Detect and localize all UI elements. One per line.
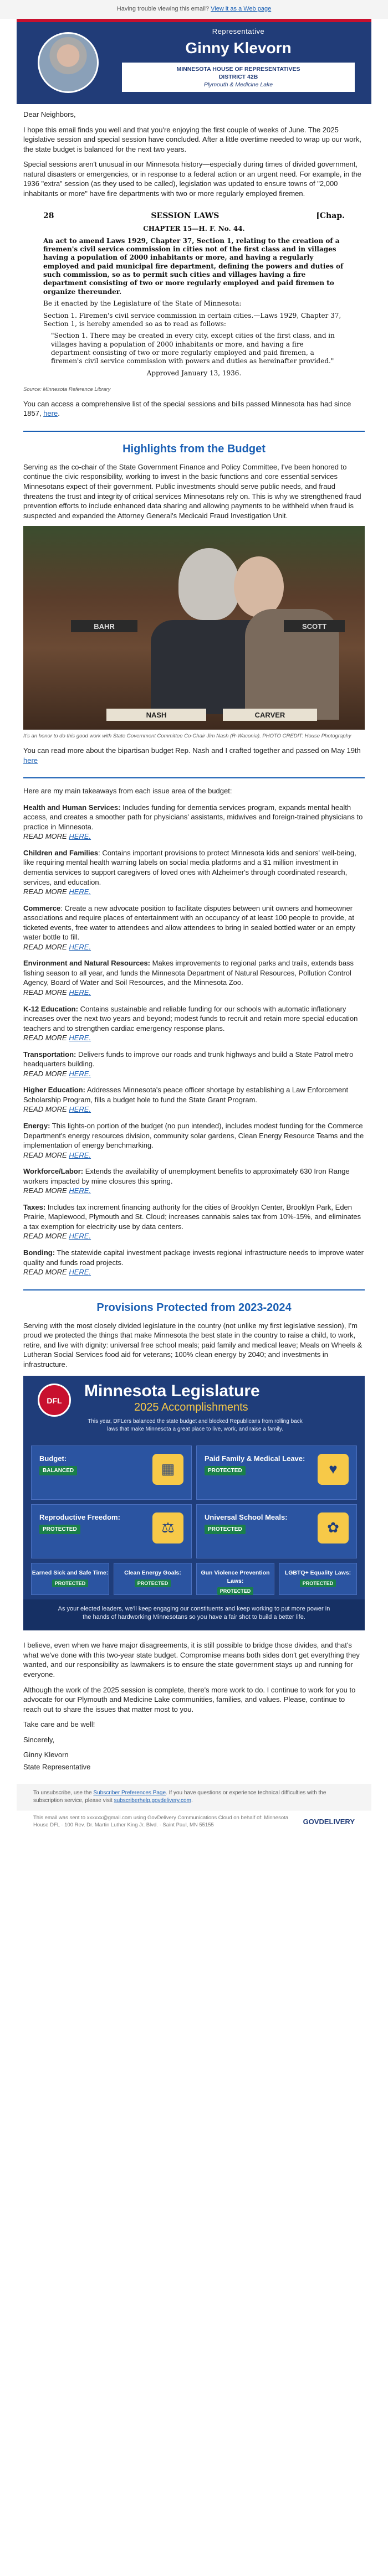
infographic-footer: As your elected leaders, we'll keep engaging our constituents and keep working to put more power in the hands of hardworking Minnesotans so you have a fair shot to build a better life. (23, 1599, 365, 1630)
section-divider (23, 431, 365, 432)
header-house: MINNESOTA HOUSE OF REPRESENTATIVES (176, 66, 300, 73)
newsletter-content (17, 110, 371, 1772)
plaque-nash: NASH (106, 709, 206, 721)
read-more-link[interactable]: HERE. (69, 1232, 91, 1241)
tile-label: Universal School Meals: PROTECTED (205, 1512, 288, 1534)
special-sessions-paragraph (23, 399, 365, 419)
topic-title: K-12 Education: (23, 1004, 78, 1013)
meal-icon: ✿ (318, 1512, 349, 1543)
topic-item (23, 904, 365, 952)
signature-title: State Representative (23, 1762, 91, 1771)
topic-title: Commerce (23, 904, 61, 912)
infographic-tile-reproductive (31, 1504, 192, 1558)
header-title: Representative (212, 27, 265, 35)
read-more-line: READ MORE HERE. (23, 1150, 91, 1159)
infographic-tile-paid-leave (196, 1446, 357, 1500)
read-more-link[interactable]: HERE. (69, 832, 91, 841)
read-more-budget-paragraph (23, 746, 365, 765)
header-namebox (122, 27, 355, 92)
read-more-line: READ MORE HERE. (23, 832, 91, 841)
law-enacted: Be it enacted by the Legislature of the State of Minnesota: (43, 300, 242, 308)
topic-title: Children and Families (23, 848, 99, 857)
read-more-link[interactable]: HERE. (69, 988, 91, 997)
infographic-small-clean-energy: Clean Energy Goals: PROTECTED (114, 1563, 192, 1595)
read-more-budget-link[interactable]: here (23, 756, 38, 765)
legal-footer (17, 1810, 371, 1834)
infographic-small-sick-time: Earned Sick and Safe Time: PROTECTED (31, 1563, 109, 1595)
photo-caption: It's an honor to do this good work with State Government Committee Co-Chair Jim Nash (R-Waconia). PHOTO CREDIT: House Photography (23, 733, 351, 740)
view-online-link[interactable]: View it as a Web page (211, 6, 272, 12)
tile-label: Paid Family & Medical Leave: PROTECTED (205, 1454, 305, 1475)
law-chap-right: [Chap. (316, 211, 345, 221)
topic-item (23, 1050, 365, 1079)
greeting: Dear Neighbors, (23, 110, 76, 118)
read-more-link[interactable]: HERE. (69, 1069, 91, 1078)
signoff: Sincerely, (23, 1735, 55, 1744)
read-more-link[interactable]: HERE. (69, 1150, 91, 1159)
infographic-subtitle: 2025 Accomplishments (134, 1401, 248, 1414)
infographic-title: Minnesota Legislature (84, 1382, 260, 1401)
topic-item (23, 1202, 365, 1241)
law-approved: Approved January 13, 1936. (146, 369, 242, 377)
topic-item (23, 803, 365, 842)
topic-item (23, 958, 365, 997)
tile-badge: PROTECTED (135, 1579, 171, 1587)
takeaways-intro: Here are my main takeaways from each issue area of the budget: (23, 787, 232, 796)
special-sessions-link[interactable]: here (43, 409, 58, 418)
read-more-line: READ MORE HERE. (23, 1069, 91, 1078)
section-divider (23, 1289, 365, 1290)
read-more-line: READ MORE HERE. (23, 887, 91, 896)
topic-title: Health and Human Services: (23, 803, 121, 812)
law-quote: "Section 1. There may be created in every city, except cities of the first class, and in villages having a population of 2000 inhabitants or more, and having a fire department consisting of two or more regularly employed and paid firemen, a firemen's civil service commission with powers and duties as hereinafter provided." (51, 332, 335, 365)
topic-item (23, 1166, 365, 1196)
signature-name: Ginny Klevorn (23, 1751, 69, 1759)
tile-label: Budget: BALANCED (39, 1454, 77, 1475)
infographic-tile-school-meals (196, 1504, 357, 1558)
header-name: Ginny Klevorn (185, 39, 292, 56)
topic-text: Includes funding for dementia services program, expands mental health access, and creates a smoother path for physicians' assistants, midwives and foreign-trained physicians to practice in Minnesota. (23, 803, 363, 831)
photo-person-right-head (234, 556, 284, 617)
topic-text: : Contains important provisions to protect Minnesota kids and seniors' well-being, like requiring mental health warning labels on social media platforms and a $1 million investment in dementia services to support caregivers of loved ones with Alzheimer's through coordinated research, services, and education. (23, 848, 356, 886)
topic-title: Higher Education: (23, 1086, 85, 1095)
tile-badge: PROTECTED (205, 1466, 246, 1476)
topic-text: Contains sustainable and reliable funding for our schools with automatic inflationary increases over the next two years and beyond; modest funds to recruit and retain more special education teachers and to strengthen cardiac emergency response plans. (23, 1004, 358, 1033)
topic-item (23, 1085, 365, 1114)
subscriber-preferences-link[interactable]: Subscriber Preferences Page (93, 1790, 166, 1797)
infographic-small-lgbtq: LGBTQ+ Equality Laws: PROTECTED (279, 1563, 357, 1595)
read-more-line: READ MORE HERE. (23, 1232, 91, 1241)
section-divider (23, 777, 365, 778)
govdelivery-logo[interactable]: GOVDELIVERY (303, 1818, 355, 1826)
topic-text: Extends the availability of unemployment benefits to approximately 630 Iron Range workers impacted by mine closures this spring. (23, 1167, 350, 1185)
header-district: DISTRICT 42B (218, 73, 258, 80)
topic-title: Environment and Natural Resources: (23, 959, 150, 968)
infographic-description: This year, DFLers balanced the state budget and blocked Republicans from rolling back laws that make Minnesota a great place to live, work, and raise a family. (88, 1418, 303, 1432)
topic-text: Includes tax increment financing authority for the cities of Brooklyn Center, Brooklyn Park, Eden Prairie, Maplewood, Plymouth and St. Cloud; increases cannabis sales tax from 10%-15%, and eliminates a tax exemption for electricity use by data centers. (23, 1202, 361, 1231)
nameplate-left: BAHR (71, 620, 137, 632)
dfl-logo: DFL (38, 1383, 71, 1417)
unsubscribe-footer: To unsubscribe, use the Subscriber Preferences Page. If you have questions or experience technical difficulties with the subscription service, please visit subscriberhelp.govdelivery.com. (17, 1784, 371, 1810)
topic-text: The statewide capital investment package invests regional infrastructure needs to improve water quality and funds road projects. (23, 1248, 364, 1267)
topic-list (23, 803, 365, 1277)
topic-text: : Create a new advocate position to facilitate disputes between unit owners and homeowner associations and require places of entertainment with an occupancy of at least 100 people to provide, at ticketed events, free water to attendees and allow attendees to bring in sealed bottled water or an empty water bottle to fill. (23, 904, 356, 942)
tile-label: Reproductive Freedom: PROTECTED (39, 1512, 120, 1534)
highlights-heading: Highlights from the Budget (122, 442, 266, 455)
committee-photo (23, 526, 365, 730)
tile-badge: PROTECTED (205, 1525, 246, 1535)
read-more-link[interactable]: HERE. (69, 887, 91, 896)
read-more-line: READ MORE HERE. (23, 942, 91, 951)
header-band (122, 63, 355, 92)
topic-title: Taxes: (23, 1202, 46, 1211)
intro-paragraph-1: I hope this email finds you well and that you're enjoying the first couple of weeks of June. The 2025 legislative session and special session have concluded. After a little overtime needed to wrap up our work, the state budget is balanced for the next two years. (23, 125, 361, 153)
infographic-grid (31, 1446, 357, 1595)
plaque-carver: CARVER (223, 709, 317, 721)
topic-text: This lights-on portion of the budget (no pun intended), includes modest funding for the Commerce Department's energy resources division, community solar gardens, Clean Energy Resource Teams and the implementation of energy benchmarking. (23, 1121, 364, 1150)
read-more-link[interactable]: HERE. (69, 1268, 91, 1277)
signature-block (23, 1735, 365, 1772)
read-more-line: READ MORE HERE. (23, 1268, 91, 1277)
law-top-line (43, 211, 345, 221)
tile-badge: PROTECTED (300, 1579, 336, 1587)
newsletter-header (17, 19, 371, 104)
subscriber-help-link[interactable]: subscriberhelp.govdelivery.com (114, 1797, 191, 1804)
family-icon: ♥ (318, 1454, 349, 1485)
special-sessions-end: . (58, 409, 60, 418)
infographic-tile-budget (31, 1446, 192, 1500)
topic-title: Bonding: (23, 1248, 55, 1257)
nameplate-right: SCOTT (284, 620, 345, 632)
view-online-text: Having trouble viewing this email? (116, 6, 211, 12)
read-more-link[interactable]: HERE. (69, 1186, 91, 1195)
law-act-title: An act to amend Laws 1929, Chapter 37, Section 1, relating to the creation of a firemen's civil service commission in cities not of the first class and in villages having a population of 2000 inhabitants or more, and having a regularly employed and paid municipal fire department, defining the powers and duties of such commission, so as to permit such cities and villages having a fire department consisting of two or more regularly employed and paid firemen to organize thereunder. (43, 236, 344, 296)
tile-badge: PROTECTED (52, 1579, 89, 1587)
law-caption: Source: Minnesota Reference Library (23, 386, 111, 393)
topic-title: Workforce/Labor: (23, 1167, 84, 1176)
read-more-link[interactable]: HERE. (69, 1034, 91, 1042)
law-chapter: CHAPTER 15—H. F. No. 44. (143, 225, 245, 233)
read-more-line: READ MORE HERE. (23, 1105, 91, 1114)
header-stripe (17, 19, 371, 22)
topic-title: Transportation: (23, 1050, 76, 1059)
topic-text: Delivers funds to improve our roads and trunk highways and build a State Patrol metro headquarters building. (23, 1050, 354, 1068)
accomplishments-infographic (23, 1376, 365, 1630)
photo-person-left-head (178, 548, 239, 620)
protected-heading: Provisions Protected from 2023-2024 (96, 1301, 292, 1314)
infographic-header (23, 1376, 365, 1442)
tile-badge: BALANCED (39, 1466, 77, 1476)
topic-title: Energy: (23, 1121, 50, 1130)
session-law-scan (23, 206, 365, 383)
highlights-paragraph: Serving as the co-chair of the State Government Finance and Policy Committee, I've been honored to continue the civic responsibility, working to invest in the basic functions and core essential services Minnesotans expect of their government. Public investments should serve public needs, and fraud threatens the trust and integrity of critical services Minnesotans rely on. This is why we strengthened fraud prevention efforts to include enhanced data sharing and allowing payments to be withheld when fraud is suspected and expanded the Attorney General's Medicaid Fraud Investigation Unit. (23, 462, 361, 520)
topic-item (23, 1004, 365, 1043)
read-more-line: READ MORE HERE. (23, 1186, 91, 1195)
intro-paragraph-2: Special sessions aren't unusual in our Minnesota history—especially during times of divided government, natural disasters or emergencies, or in response to a federal action or an urgent need. For example, in the 1936 "extra" session (as they used to be called), legislation was updated to ensure towns of "2,000 inhabitants or more" have fire departments with two or more regularly employed firemen. (23, 160, 361, 198)
topic-text: Addresses Minnesota's peace officer shortage by establishing a Law Enforcement Scholarship Program, fills a budget hole to fund the State Grant Program. (23, 1086, 349, 1104)
view-online-bar (0, 0, 388, 19)
topic-text: Makes improvements to regional parks and trails, extends bass fishing season to all year, and funds the Minnesota Department of Natural Resources, Pollution Control Agency, Board of Water and Soil Resources, and the Minnesota Zoo. (23, 959, 354, 987)
closing-paragraph-3: Take care and be well! (23, 1720, 95, 1729)
topic-item (23, 848, 365, 897)
read-more-budget-text: You can read more about the bipartisan budget Rep. Nash and I crafted together and passed on May 19th (23, 746, 361, 755)
header-city: Plymouth & Medicine Lake (203, 81, 273, 88)
legal-text: This email was sent to xxxxxx@gmail.com using GovDelivery Communications Cloud on behalf of: Minnesota House DFL · 100 Rev. Dr. Martin Luther King Jr. Blvd. · Saint Paul, MN 55155 (33, 1815, 289, 1829)
email-body (17, 19, 371, 1834)
tile-badge: PROTECTED (39, 1525, 80, 1535)
topic-item (23, 1248, 365, 1277)
law-page-number: 28 (43, 211, 54, 221)
special-sessions-text: You can access a comprehensive list of the special sessions and bills passed Minnesota has had since 1857, (23, 399, 351, 418)
law-section: Section 1. Firemen's civil service commission in certain cities.—Laws 1929, Chapter 37, Section 1, is hereby amended so as to read as follows: (43, 311, 341, 328)
protected-paragraph: Serving with the most closely divided legislature in the country (not unlike my first legislative session), I'm proud we protected the things that make Minnesota the best state in the country to raise a child, to work, retire, and live with dignity: universal free school meals; paid family and medical leave; Meals on Wheels & Lutheran Social Services food aid for veterans; 100% clean energy by 2040; and investments in infrastructure. (23, 1321, 363, 1369)
read-more-link[interactable]: HERE. (69, 942, 91, 951)
gavel-icon: ⚖ (152, 1512, 183, 1543)
tile-badge: PROTECTED (217, 1587, 254, 1595)
closing-paragraph-2: Although the work of the 2025 session is complete, there's more work to do. I continue to work for you to advocate for our Plymouth and Medicine Lake communities, families, and values. Please, continue to reach out to share the issues that matter most to you. (23, 1685, 356, 1713)
infographic-small-gun-violence: Gun Violence Prevention Laws: PROTECTED (196, 1563, 274, 1595)
read-more-line: READ MORE HERE. (23, 1034, 91, 1042)
calculator-icon: ▦ (152, 1454, 183, 1485)
representative-photo (38, 32, 99, 93)
topic-item (23, 1121, 365, 1160)
law-heading: SESSION LAWS (151, 211, 219, 221)
read-more-line: READ MORE HERE. (23, 988, 91, 997)
read-more-link[interactable]: HERE. (69, 1105, 91, 1114)
closing-paragraph-1: I believe, even when we have major disagreements, it is still possible to bridge those divides, and that's what we've done with this two-year state budget. Compromise means both sides don't get everything they wanted, and our responsibility as lawmakers is to ensure the state government stays up and running for everyone. (23, 1641, 360, 1679)
